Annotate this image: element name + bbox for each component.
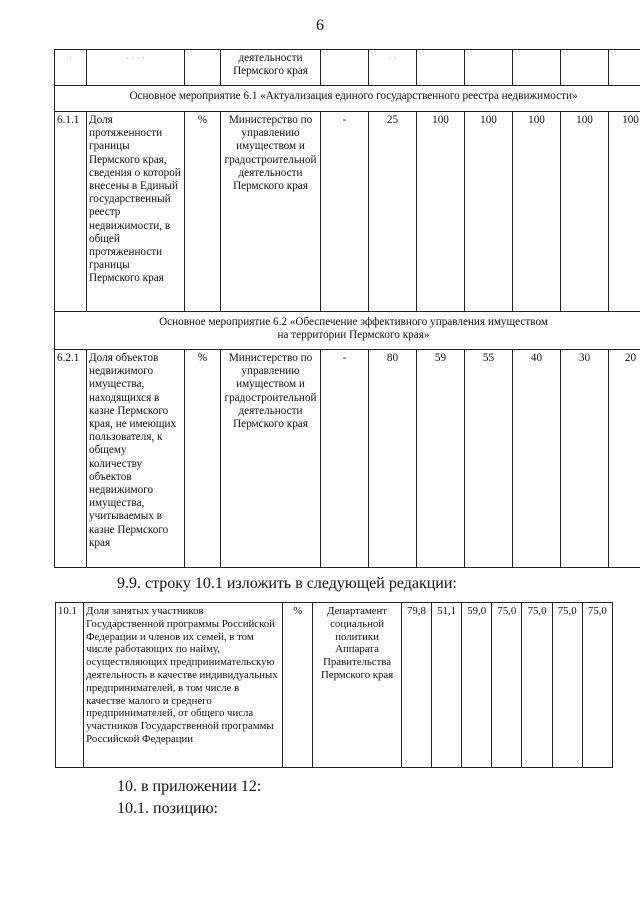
- value-cell: 79,8: [401, 603, 431, 768]
- value-cell: 30: [561, 350, 609, 568]
- value-cell: 100: [561, 112, 609, 312]
- indicator-name: Доля объектов недвижимого имущества, находящихся в казне Пермского края, не имеющих пользователя, к общему количеству объектов недвижимого имущества, учитываемых в казне Пермского края: [87, 350, 185, 568]
- unit-cell: %: [185, 350, 221, 568]
- value-cell: -: [321, 350, 369, 568]
- value-cell: 100: [609, 112, 640, 312]
- value-cell: 80: [369, 350, 417, 568]
- row-number: 6.2.1: [55, 350, 87, 568]
- row-number: 10.1: [56, 603, 84, 768]
- table-cell: ·: [55, 50, 87, 86]
- table-cell: [185, 50, 221, 86]
- responsible-cell: Министерство по управлению имуществом и градостроительной деятельности Пермского края: [221, 350, 321, 568]
- table-row: [55, 112, 640, 312]
- indicator-row-10-1-table: [55, 602, 613, 768]
- section-header-row: [55, 86, 640, 112]
- section-header-line: на территории Пермского края»: [277, 329, 430, 342]
- table-row: [55, 350, 640, 568]
- table-row: [55, 50, 640, 86]
- table-cell: · ·: [369, 50, 417, 86]
- page-number: 6: [316, 17, 324, 34]
- table-cell: [561, 50, 609, 86]
- table-row: [56, 603, 613, 768]
- responsible-cell: Министерство по управлению имуществом и градостроительной деятельности Пермского края: [221, 112, 321, 312]
- unit-cell: %: [185, 112, 221, 312]
- unit-cell: %: [283, 603, 313, 768]
- value-cell: 59: [417, 350, 465, 568]
- table-cell: [417, 50, 465, 86]
- section-header-6-1: Основное мероприятие 6.1 «Актуализация единого государственного реестра недвижимости»: [55, 86, 640, 112]
- paragraph-9-9: 9.9. строку 10.1 изложить в следующей редакции:: [117, 575, 457, 592]
- table-cell: [609, 50, 640, 86]
- table-cell: [321, 50, 369, 86]
- value-cell: 25: [369, 112, 417, 312]
- value-cell: 100: [465, 112, 513, 312]
- indicator-name: Доля протяженности границы Пермского края, сведения о которой внесены в Единый государственный реестр недвижимости, в общей протяженности границы Пермского края: [87, 112, 185, 312]
- responsible-cell: деятельности Пермского края: [221, 50, 321, 86]
- value-cell: 40: [513, 350, 561, 568]
- indicators-table: [54, 49, 640, 568]
- value-cell: 100: [513, 112, 561, 312]
- section-header-line: Основное мероприятие 6.2 «Обеспечение эффективного управления имуществом: [159, 316, 548, 328]
- value-cell: 51,1: [431, 603, 461, 768]
- indicator-name: Доля занятых участников Государственной программы Российской Федерации и членов их семей, в том числе работающих по найму, осуществляющих предпринимательскую деятельность в качестве индивидуальных предпринимателей, в том числе в качестве малого и среднего предпринимателей, от общего числа участников Государственной программы Российской Федерации: [84, 603, 283, 768]
- paragraph-10: 10. в приложении 12:: [117, 778, 262, 795]
- value-cell: 75,0: [582, 603, 612, 768]
- value-cell: 75,0: [492, 603, 522, 768]
- section-header-row: [55, 312, 640, 350]
- value-cell: 59,0: [462, 603, 492, 768]
- value-cell: 100: [417, 112, 465, 312]
- row-number: 6.1.1: [55, 112, 87, 312]
- value-cell: 20: [609, 350, 640, 568]
- value-cell: -: [321, 112, 369, 312]
- value-cell: 75,0: [552, 603, 582, 768]
- paragraph-10-1: 10.1. позицию:: [117, 800, 218, 817]
- value-cell: 55: [465, 350, 513, 568]
- value-cell: 75,0: [522, 603, 552, 768]
- table-cell: · · · ·: [87, 50, 185, 86]
- table-cell: [513, 50, 561, 86]
- section-header-6-2: [55, 312, 640, 350]
- responsible-cell: Департамент социальной политики Аппарата Правительства Пермского края: [313, 603, 401, 768]
- table-cell: [465, 50, 513, 86]
